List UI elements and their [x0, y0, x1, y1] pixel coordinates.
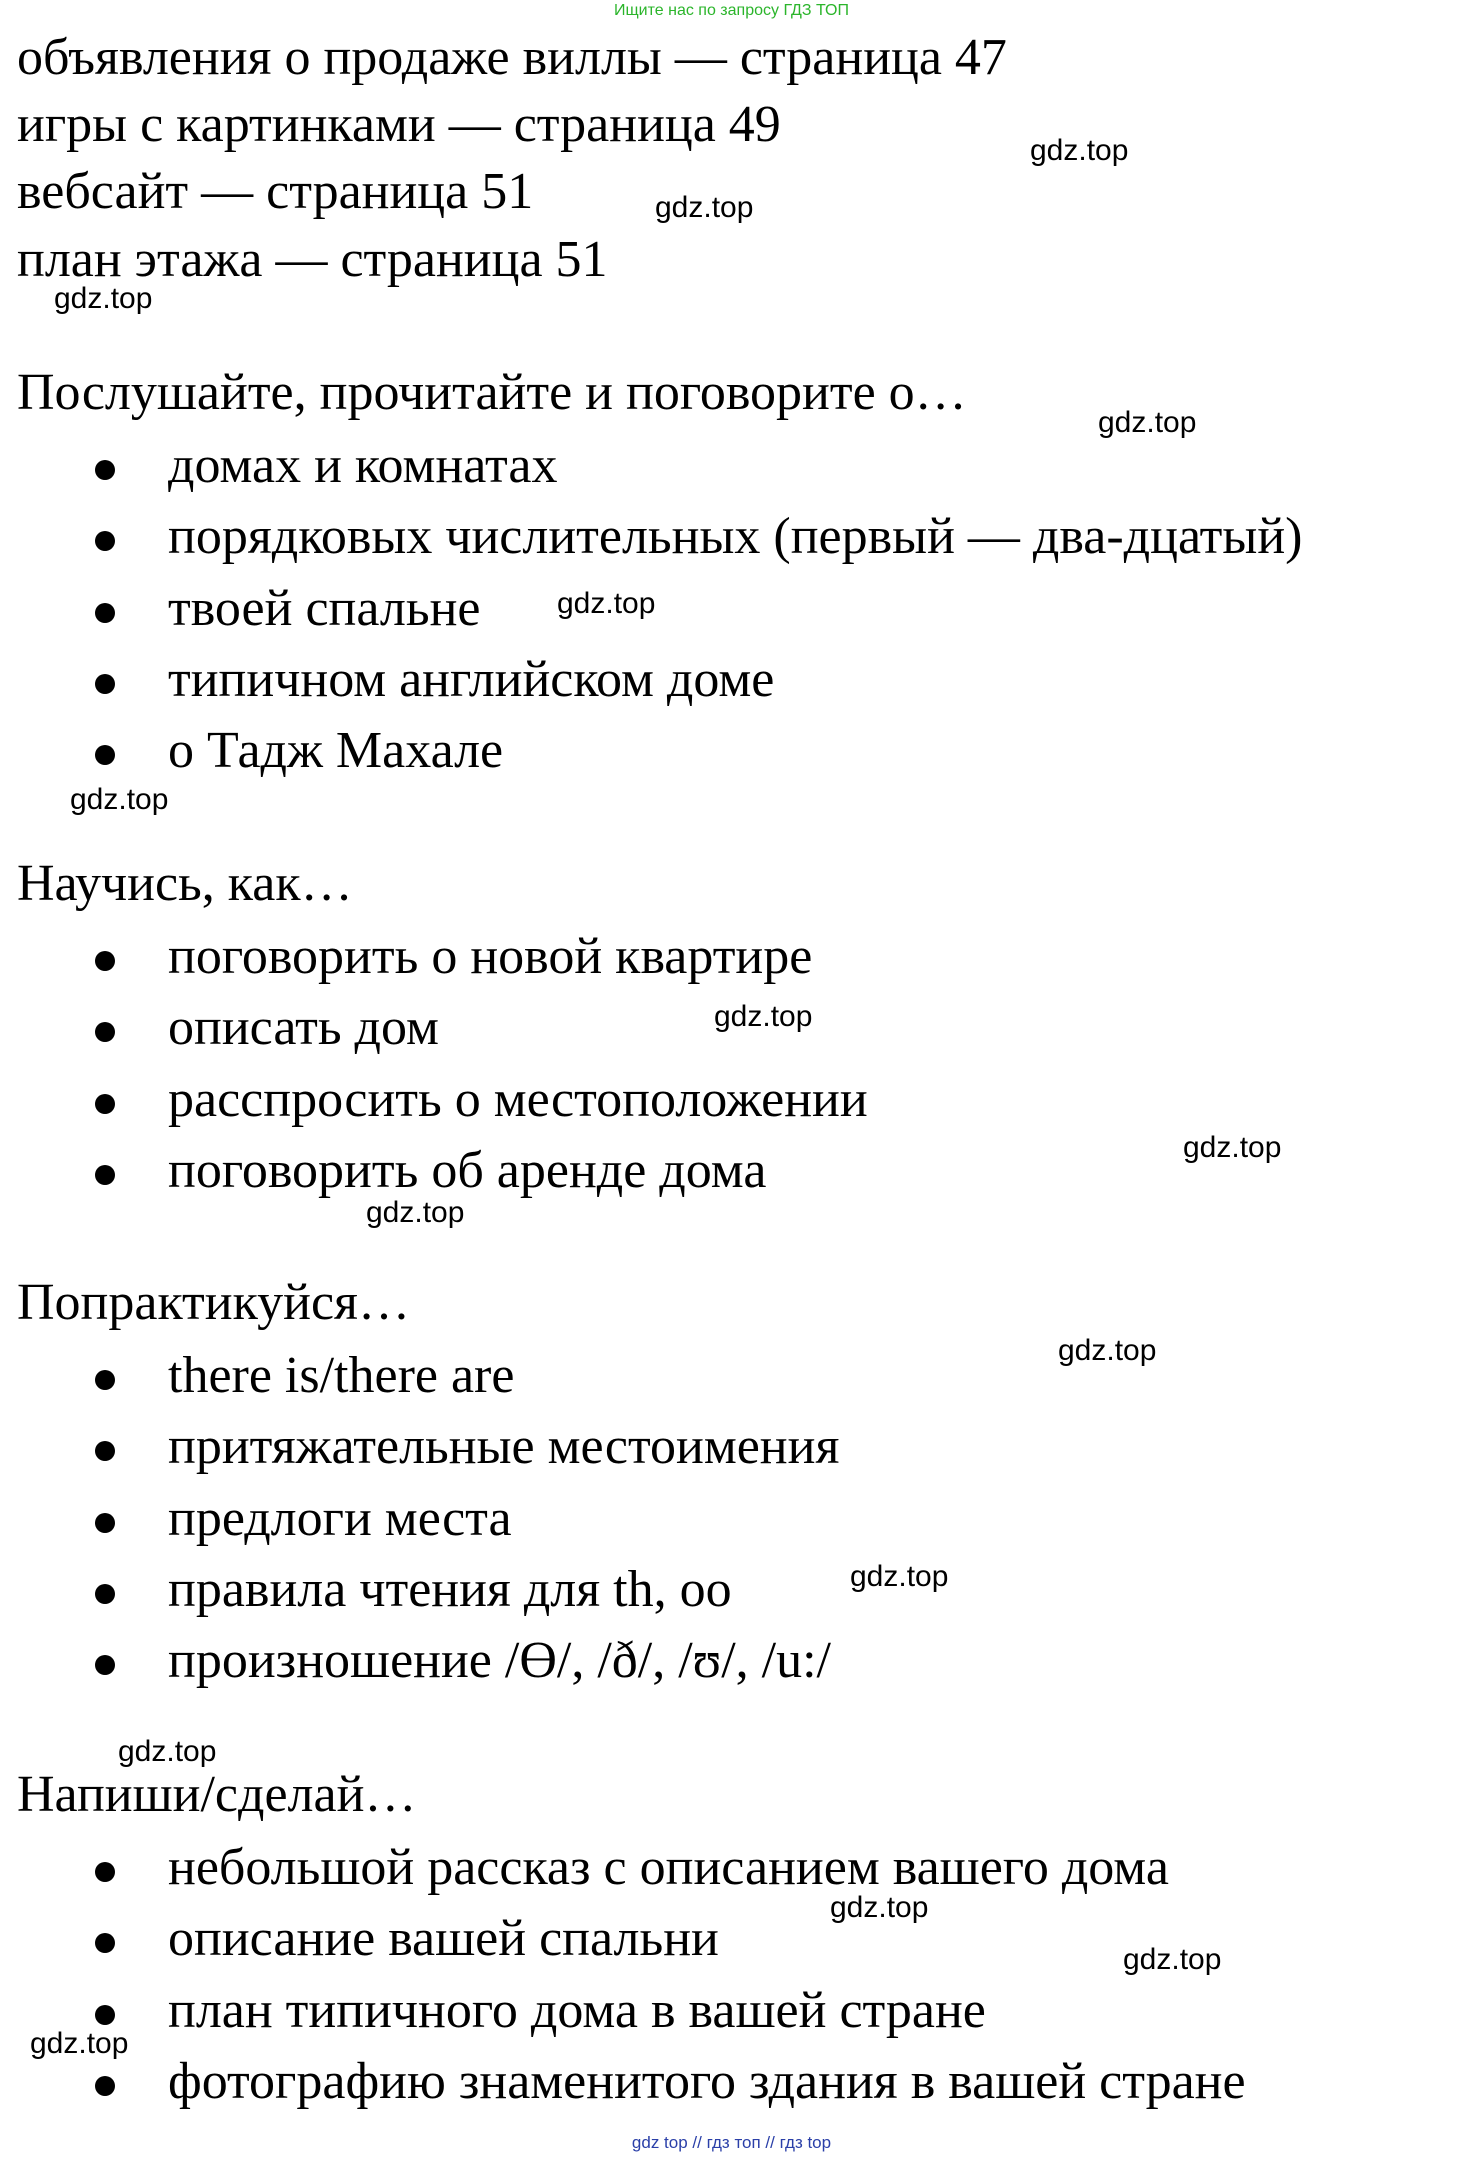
list-item: фотографию знаменитого здания в вашей стране — [168, 2053, 1246, 2110]
bullet-icon — [95, 603, 115, 623]
bullet-icon — [95, 1022, 115, 1042]
list-item: порядковых числительных (первый — два-дцатый) — [168, 508, 1303, 565]
bullet-icon — [95, 2005, 115, 2025]
watermark: gdz.top — [714, 1000, 813, 1033]
list-item: твоей спальне — [168, 580, 481, 637]
bullet-icon — [95, 1933, 115, 1953]
watermark: gdz.top — [1058, 1334, 1157, 1367]
intro-line: объявления о продаже виллы — страница 47 — [17, 29, 1007, 86]
bullet-icon — [95, 1655, 115, 1675]
list-item: правила чтения для th, oo — [168, 1561, 732, 1618]
list-item: план типичного дома в вашей стране — [168, 1982, 986, 2039]
list-item: притяжательные местоимения — [168, 1418, 840, 1475]
section-heading: Попрактикуйся… — [17, 1274, 410, 1331]
watermark: gdz.top — [366, 1196, 465, 1229]
intro-line: план этажа — страница 51 — [17, 231, 608, 288]
watermark: gdz.top — [54, 282, 153, 315]
watermark: gdz.top — [1183, 1131, 1282, 1164]
bullet-icon — [95, 951, 115, 971]
list-item: домах и комнатах — [168, 437, 558, 494]
list-item: поговорить об аренде дома — [168, 1142, 767, 1199]
bullet-icon — [95, 1094, 115, 1114]
top-banner[interactable]: Ищите нас по запросу ГДЗ ТОП — [614, 2, 849, 19]
watermark: gdz.top — [1030, 134, 1129, 167]
list-item: расспросить о местоположении — [168, 1071, 868, 1128]
intro-line: вебсайт — страница 51 — [17, 163, 534, 220]
bullet-icon — [95, 531, 115, 551]
watermark: gdz.top — [70, 783, 169, 816]
section-heading: Научись, как… — [17, 855, 353, 912]
watermark: gdz.top — [850, 1560, 949, 1593]
bullet-icon — [95, 460, 115, 480]
list-item: типичном английском доме — [168, 651, 775, 708]
bullet-icon — [95, 1862, 115, 1882]
bullet-icon — [95, 674, 115, 694]
bullet-icon — [95, 1165, 115, 1185]
bullet-icon — [95, 2076, 115, 2096]
watermark: gdz.top — [30, 2027, 129, 2060]
watermark: gdz.top — [118, 1735, 217, 1768]
list-item: поговорить о новой квартире — [168, 928, 813, 985]
intro-line: игры с картинками — страница 49 — [17, 96, 781, 153]
section-heading: Послушайте, прочитайте и поговорите о… — [17, 364, 967, 421]
bullet-icon — [95, 1370, 115, 1390]
watermark: gdz.top — [557, 587, 656, 620]
list-item: предлоги места — [168, 1490, 512, 1547]
bullet-icon — [95, 1584, 115, 1604]
bullet-icon — [95, 1513, 115, 1533]
bullet-icon — [95, 745, 115, 765]
list-item: произношение /Ɵ/, /ð/, /ʊ/, /u:/ — [168, 1632, 831, 1689]
list-item: небольшой рассказ с описанием вашего дома — [168, 1839, 1169, 1896]
bullet-icon — [95, 1441, 115, 1461]
section-heading: Напиши/сделай… — [17, 1766, 417, 1823]
watermark: gdz.top — [1123, 1943, 1222, 1976]
list-item: there is/there are — [168, 1347, 515, 1404]
watermark: gdz.top — [830, 1891, 929, 1924]
footer-links[interactable]: gdz top // гдз топ // гдз top — [631, 2133, 832, 2152]
watermark: gdz.top — [655, 191, 754, 224]
watermark: gdz.top — [1098, 406, 1197, 439]
list-item: о Тадж Махале — [168, 722, 504, 779]
list-item: описать дом — [168, 999, 439, 1056]
list-item: описание вашей спальни — [168, 1910, 719, 1967]
